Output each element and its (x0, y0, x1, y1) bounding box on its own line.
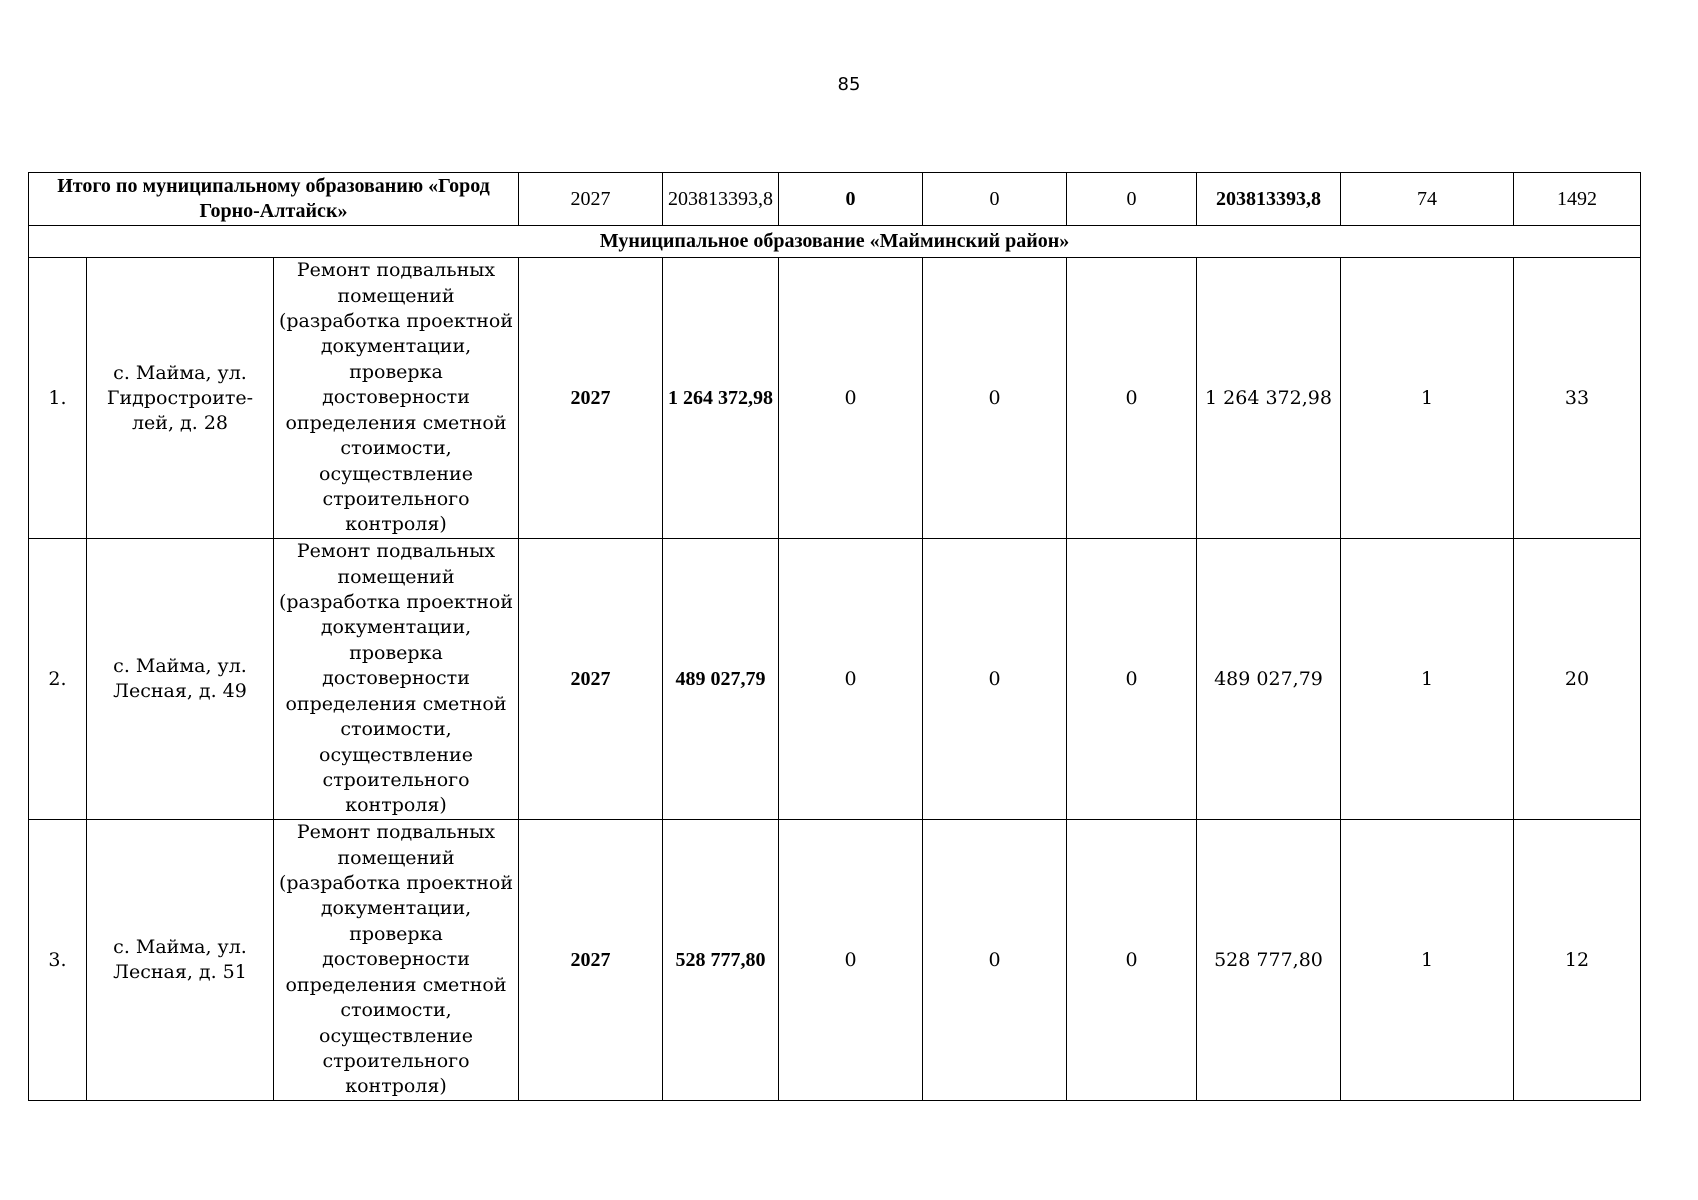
row-col-2: 0 (923, 820, 1067, 1101)
total-col-2: 0 (923, 173, 1067, 226)
page-number: 85 (837, 74, 861, 95)
row-people: 20 (1514, 539, 1641, 820)
row-work-description: Ремонт подвальных помещений (разработка проектной документации, проверка достоверности определения сметной стоимости, осуществление строительного контроля) (274, 258, 519, 539)
section-title: Муниципальное образование «Майминский район» (29, 226, 1641, 258)
row-address: с. Майма, ул. Лесная, д. 51 (87, 820, 274, 1101)
row-number: 1. (29, 258, 87, 539)
total-year: 2027 (519, 173, 663, 226)
row-address: с. Майма, ул. Гидростроите-лей, д. 28 (87, 258, 274, 539)
repair-program-table (28, 172, 1641, 1101)
row-col-1: 0 (779, 820, 923, 1101)
row-col-1: 0 (779, 258, 923, 539)
total-label: Итого по муниципальному образованию «Город Горно-Алтайск» (29, 173, 519, 226)
row-count: 1 (1341, 539, 1514, 820)
row-year: 2027 (519, 539, 663, 820)
row-count: 1 (1341, 258, 1514, 539)
municipality-total-row (29, 173, 1641, 226)
row-work-description: Ремонт подвальных помещений (разработка проектной документации, проверка достоверности определения сметной стоимости, осуществление строительного контроля) (274, 820, 519, 1101)
total-sum: 203813393,8 (1197, 173, 1341, 226)
row-cost: 1 264 372,98 (663, 258, 779, 539)
row-col-1: 0 (779, 539, 923, 820)
row-col-2: 0 (923, 539, 1067, 820)
row-people: 12 (1514, 820, 1641, 1101)
total-col-1: 0 (779, 173, 923, 226)
total-cost: 203813393,8 (663, 173, 779, 226)
row-work-description: Ремонт подвальных помещений (разработка проектной документации, проверка достоверности определения сметной стоимости, осуществление строительного контроля) (274, 539, 519, 820)
row-year: 2027 (519, 820, 663, 1101)
total-count: 74 (1341, 173, 1514, 226)
row-people: 33 (1514, 258, 1641, 539)
total-people: 1492 (1514, 173, 1641, 226)
row-col-2: 0 (923, 258, 1067, 539)
total-col-3: 0 (1067, 173, 1197, 226)
row-number: 2. (29, 539, 87, 820)
row-address: с. Майма, ул. Лесная, д. 49 (87, 539, 274, 820)
row-col-3: 0 (1067, 539, 1197, 820)
row-cost: 528 777,80 (663, 820, 779, 1101)
table-row (29, 820, 1641, 1101)
row-col-3: 0 (1067, 820, 1197, 1101)
row-count: 1 (1341, 820, 1514, 1101)
row-col-3: 0 (1067, 258, 1197, 539)
row-number: 3. (29, 820, 87, 1101)
row-cost: 489 027,79 (663, 539, 779, 820)
row-sum: 489 027,79 (1197, 539, 1341, 820)
section-heading-row (29, 226, 1641, 258)
row-sum: 528 777,80 (1197, 820, 1341, 1101)
row-year: 2027 (519, 258, 663, 539)
table-row (29, 539, 1641, 820)
table-row (29, 258, 1641, 539)
row-sum: 1 264 372,98 (1197, 258, 1341, 539)
